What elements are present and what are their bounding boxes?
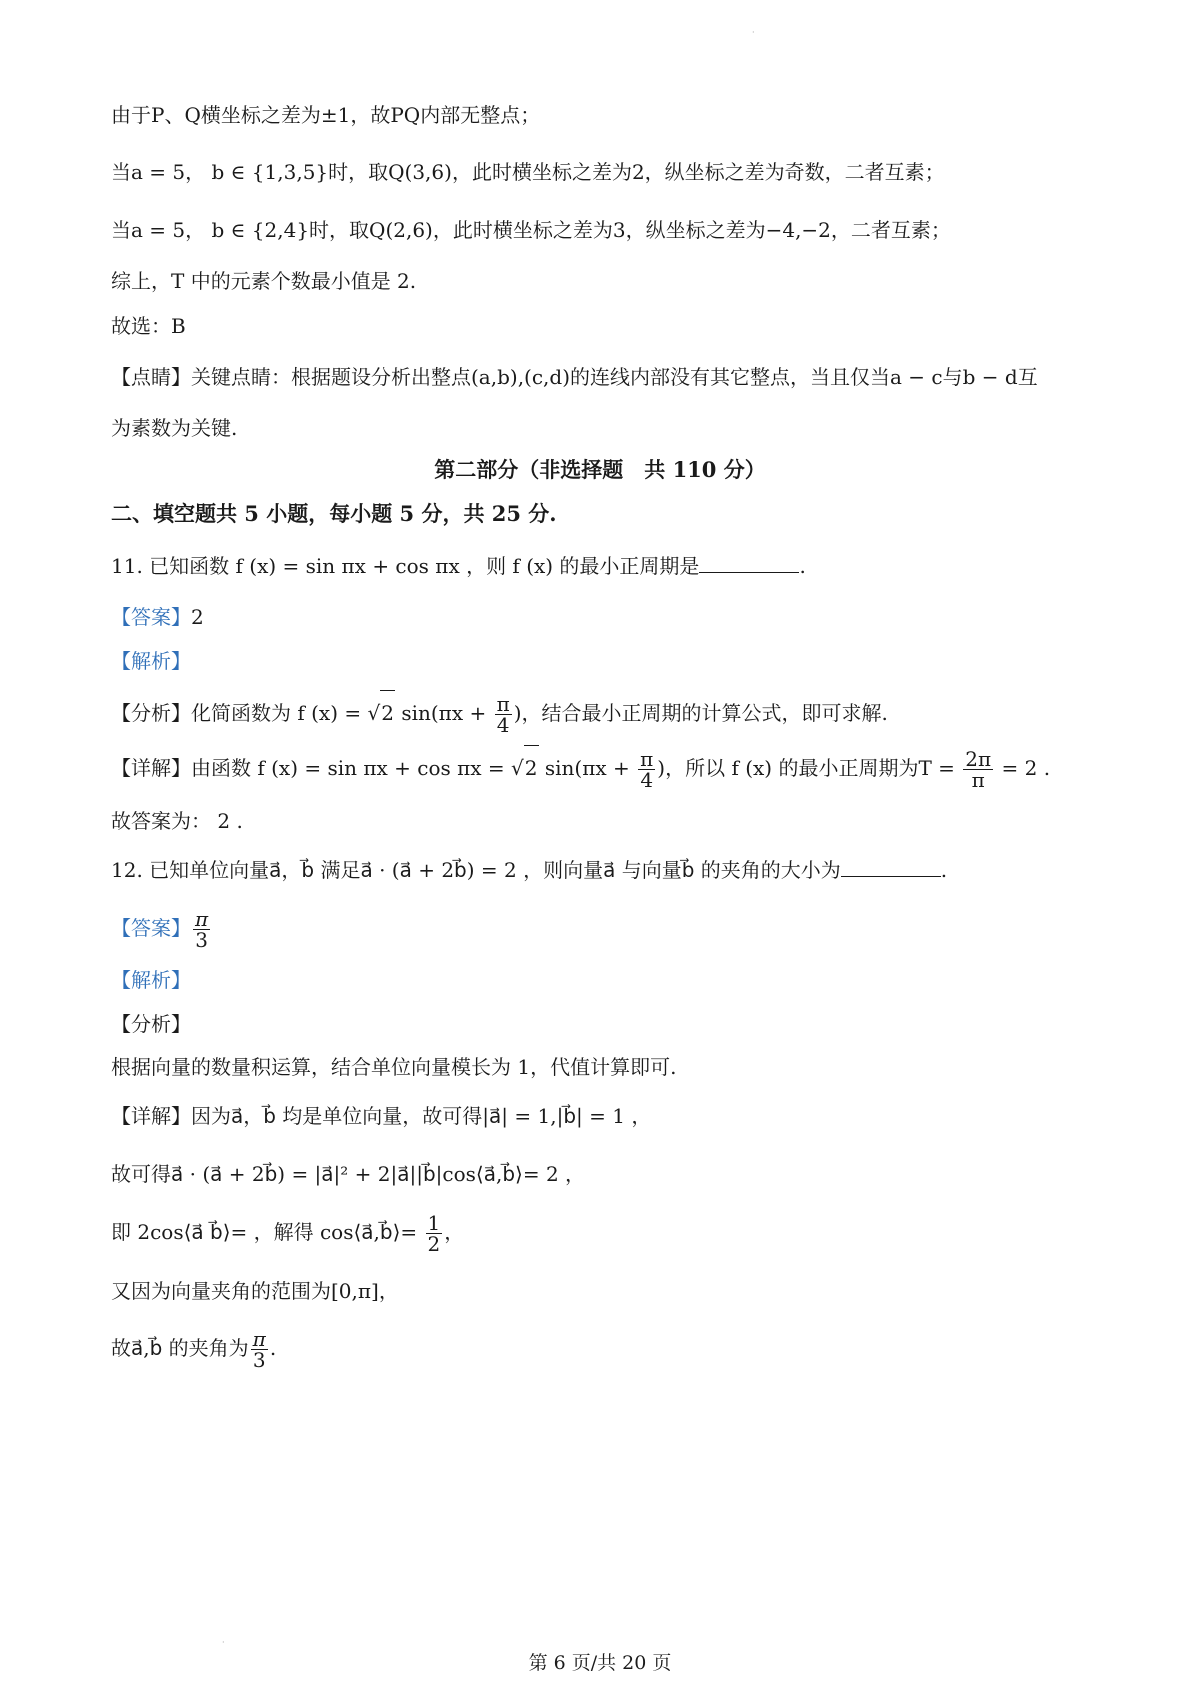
xiangjie-12-line-5a: 故a⃗,b⃗ 的夹角为 <box>111 1336 249 1360</box>
answer-final-11: 故答案为： 2 . <box>111 809 243 833</box>
fraction-pi-over-4: $\frac{\pi}{4}$ <box>496 692 510 737</box>
answer-blank <box>699 554 799 573</box>
fraction-pi-over-4: $\frac{\pi}{4}$ <box>640 747 654 792</box>
question-11 <box>111 552 806 580</box>
fenxi-12-text: 根据向量的数量积运算，结合单位向量模长为 1，代值计算即可. <box>111 1055 677 1079</box>
answer-label: 【答案】 <box>111 605 191 629</box>
answer-row-11 <box>111 603 204 631</box>
text-line-5: 故选：B <box>111 314 186 338</box>
xiangjie-12-line-3b: ， <box>444 1220 465 1244</box>
answer-value: 2 <box>191 605 204 629</box>
fraction-2pi-over-pi: $\frac{2\pi}{\pi}$ <box>965 747 992 792</box>
analysis-11-xiangjie: 【详解】由函数 f (x) = sin πx + cos πx = √2 sin(πx + $\frac{\pi}{4}$ )，所以 f (x) 的最小正周期为T = $\frac{2\pi}{\pi}$ = 2 . <box>111 747 1051 792</box>
answer-blank <box>841 858 941 877</box>
xiangjie-12-line-3a: 即 2cos⟨a⃗ b⃗⟩= ，解得 cos⟨a⃗,b⃗⟩= <box>111 1220 424 1244</box>
text-line-6: 【点睛】关键点睛：根据题设分析出整点(a,b),(c,d)的连线内部没有其它整点，当且仅当a − c与b − d互 <box>111 365 1038 389</box>
section-heading: 二、填空题共 5 小题，每小题 5 分，共 25 分. <box>111 501 557 526</box>
question-11-text: 11. 已知函数 f (x) = sin πx + cos πx ，则 f (x) 的最小正周期是 <box>111 554 700 578</box>
question-11-end: . <box>799 554 806 578</box>
text-line-7: 为素数为关键. <box>111 416 238 440</box>
xiangjie-12-line-5b: . <box>269 1336 277 1360</box>
xiangjie-12-line-4: 又因为向量夹角的范围为[0,π]， <box>111 1279 399 1303</box>
xiangjie-text-c: = 2 . <box>995 756 1051 780</box>
xiangjie-text-a: 【详解】由函数 f (x) = sin πx + cos πx = <box>111 756 512 780</box>
xiangjie-12-line-2: 故可得a⃗ · (a⃗ + 2b⃗) = |a⃗|² + 2|a⃗||b⃗|cos⟨a⃗,b⃗⟩= 2 ， <box>111 1162 586 1186</box>
fraction-1-over-2: $\frac{1}{2}$ <box>427 1211 441 1256</box>
text-line-3: 当a = 5， b ∈ {2,4}时，取Q(2,6)，此时横坐标之差为3，纵坐标之差为−4,−2，二者互素； <box>111 218 951 242</box>
xiangjie-12-line-5 <box>111 1326 276 1370</box>
xiangjie-12-line-3 <box>111 1210 464 1254</box>
close-paren: ) <box>657 756 666 780</box>
scan-dot: · <box>222 1638 225 1647</box>
text-line-2: 当a = 5， b ∈ {1,3,5}时，取Q(3,6)，此时横坐标之差为2，纵坐标之差为奇数，二者互素； <box>111 160 945 184</box>
page-footer: 第 6 页/共 20 页 <box>528 1652 672 1674</box>
section-title: 第二部分（非选择题 共 110 分） <box>434 457 766 482</box>
sqrt-two: 2 <box>380 690 395 735</box>
analysis-11-fenxi: 【分析】化简函数为 f (x) = √2 sin(πx + $\frac{\pi}{4}$ )，结合最小正周期的计算公式，即可求解. <box>111 692 888 737</box>
fenxi-label-12: 【分析】 <box>111 1012 191 1036</box>
close-paren: ) <box>513 701 522 725</box>
text-line-1: 由于P、Q横坐标之差为±1，故PQ内部无整点； <box>111 103 541 127</box>
sin-expr: sin(πx + <box>538 756 637 780</box>
xiangjie-text-b: ，所以 f (x) 的最小正周期为T = <box>665 756 962 780</box>
fraction-pi-over-3: $\frac{\pi}{3}$ <box>195 907 209 952</box>
text-line-4: 综上，T 中的元素个数最小值是 2. <box>111 269 417 293</box>
sqrt-two: 2 <box>524 745 539 790</box>
question-12 <box>111 856 947 884</box>
analysis-label-11: 【解析】 <box>111 649 191 673</box>
xiangjie-12-line-1: 【详解】因为a⃗，b⃗ 均是单位向量，故可得|a⃗| = 1,|b⃗| = 1 ， <box>111 1104 652 1128</box>
scan-dot: · <box>752 28 755 37</box>
fenxi-text-a: 【分析】化简函数为 f (x) = <box>111 701 368 725</box>
analysis-label-12: 【解析】 <box>111 968 191 992</box>
sin-expr: sin(πx + <box>394 701 493 725</box>
answer-row-12 <box>111 906 212 950</box>
fenxi-text-b: ，结合最小正周期的计算公式，即可求解. <box>521 701 888 725</box>
fraction-pi-over-3: $\frac{\pi}{3}$ <box>252 1327 266 1372</box>
answer-label: 【答案】 <box>111 916 191 940</box>
question-12-text: 12. 已知单位向量a⃗，b⃗ 满足a⃗ · (a⃗ + 2b⃗) = 2 ，则向量a⃗ 与向量b⃗ 的夹角的大小为 <box>111 858 841 882</box>
question-12-end: . <box>940 858 948 882</box>
